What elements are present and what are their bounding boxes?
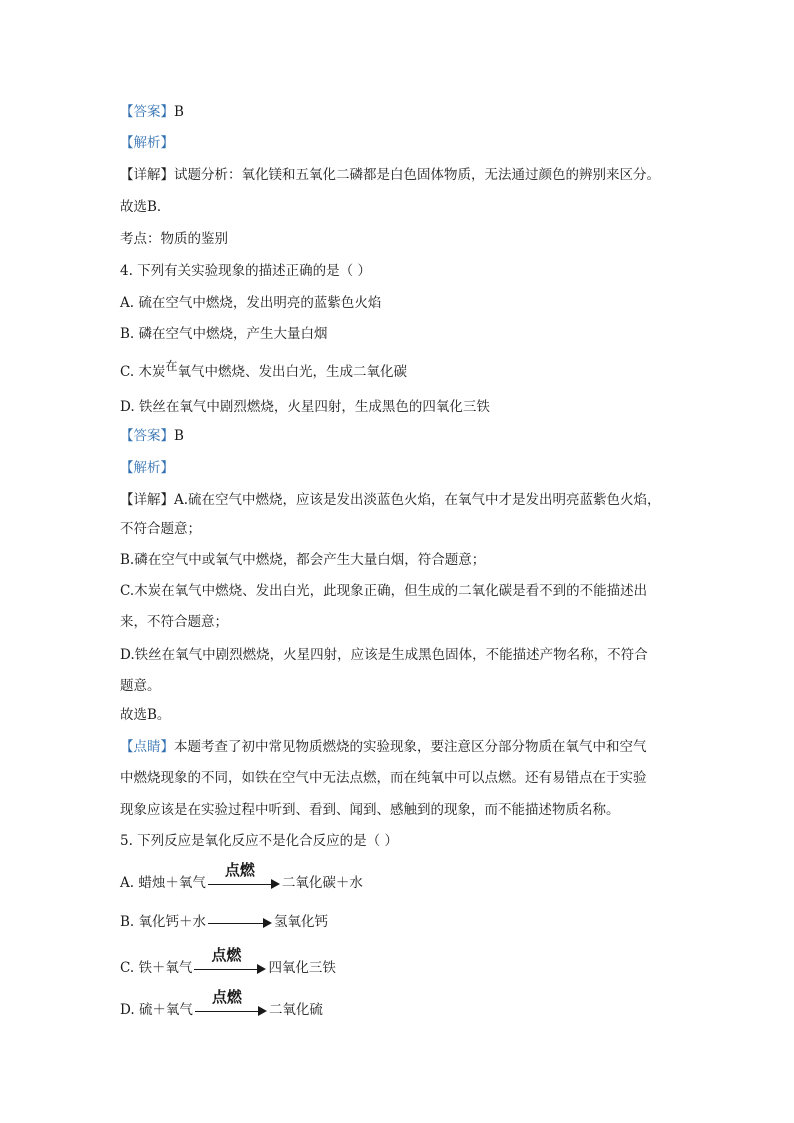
q5-option-c (120, 945, 680, 979)
detail-tag: 【详解】 (120, 492, 174, 508)
q5-option-b (120, 912, 680, 933)
q4-comment-3: 现象应该是在实验过程中听到、看到、闻到、感触到的现象，而不能描述物质名称。 (120, 802, 620, 818)
q4-analysis-heading (120, 458, 680, 478)
arrow-shaft (208, 884, 272, 886)
option-c-pre: C. 木炭 (120, 364, 166, 380)
option-label: A. (120, 875, 135, 891)
q4-option-c (120, 359, 680, 382)
option-label: B. (120, 914, 135, 930)
option-c-post: 氧气中燃烧、发出白光，生成二氧化碳 (177, 364, 407, 380)
reaction-condition: 点燃 (224, 860, 255, 879)
q4-option-b: B. 磷在空气中燃烧，产生大量白烟 (120, 326, 328, 342)
q4-detail-a-1 (120, 490, 680, 510)
reactants: 氧化钙＋水 (138, 914, 207, 930)
q3-analysis-heading (120, 133, 680, 153)
reactants: 蜡烛＋氧气 (138, 875, 206, 891)
products: 二氧化碳＋水 (281, 875, 363, 891)
analysis-tag: 【解析】 (120, 135, 174, 151)
products: 氢氧化钙 (274, 914, 329, 930)
q4-comment-2: 中燃烧现象的不同，如铁在空气中无法点燃，而在纯氧中可以点燃。还有易错点在于实验 (120, 770, 647, 786)
reaction-arrow (208, 860, 280, 894)
arrow-head (263, 918, 272, 928)
q4-option-d: D. 铁丝在氧气中剧烈燃烧，火星四射，生成黑色的四氧化三铁 (120, 399, 490, 415)
q3-detail (120, 165, 680, 185)
option-label: D. (120, 1002, 135, 1018)
arrow-head (258, 1006, 267, 1016)
q4-detail-c-1: C.木炭在氧气中燃烧、发出白光，此现象正确，但生成的二氧化碳是看不到的不能描述出 (120, 583, 648, 599)
q4-answer (120, 426, 680, 446)
reaction-arrow (195, 987, 267, 1021)
q5-option-a (120, 860, 680, 894)
detail-text: 试题分析：氧化镁和五氧化二磷都是白色固体物质，无法通过颜色的辨别来区分。 (174, 167, 660, 183)
reactants: 硫＋氧气 (138, 1002, 193, 1018)
comment-tag: 【点睛】 (120, 739, 174, 755)
arrow-shaft (195, 1011, 259, 1013)
products: 四氧化三铁 (268, 960, 336, 976)
q4-option-a: A. 硫在空气中燃烧，发出明亮的蓝紫色火焰 (120, 295, 382, 311)
comment-text: 本题考查了初中常见物质燃烧的实验现象，要注意区分部分物质在氧气中和空气 (174, 739, 647, 755)
q4-detail-d-2: 题意。 (120, 678, 161, 694)
products: 二氧化硫 (268, 1002, 323, 1018)
reaction-condition: 点燃 (211, 945, 242, 964)
arrow-head (257, 964, 266, 974)
answer-value: B (174, 104, 184, 120)
reaction-arrow (208, 913, 272, 933)
detail-tag: 【详解】 (120, 167, 174, 183)
analysis-tag: 【解析】 (120, 460, 174, 476)
reactants: 铁＋氧气 (138, 960, 193, 976)
q4-detail-c-2: 来，不符合题意； (120, 614, 228, 630)
option-label: C. (120, 960, 135, 976)
q5-option-d (120, 987, 680, 1021)
answer-tag: 【答案】 (120, 104, 174, 120)
q3-conclusion: 故选B． (120, 199, 171, 215)
q3-answer (120, 102, 680, 122)
reaction-arrow (194, 945, 266, 979)
arrow-shaft (208, 923, 264, 925)
q5-stem: 5. 下列反应是氧化反应不是化合反应的是（ ） (120, 833, 398, 849)
answer-tag: 【答案】 (120, 428, 174, 444)
q4-detail-a-2: 不符合题意； (120, 521, 201, 537)
q4-detail-d-1: D.铁丝在氧气中剧烈燃烧，火星四射，应该是生成黑色固体，不能描述产物名称，不符合 (120, 647, 648, 663)
q4-stem: 4. 下列有关实验现象的描述正确的是（ ） (120, 263, 371, 279)
q3-keypoint: 考点：物质的鉴别 (120, 231, 228, 247)
option-c-raised: 在 (165, 359, 178, 373)
q4-detail-b: B.磷在空气中或氧气中燃烧，都会产生大量白烟，符合题意； (120, 552, 486, 568)
answer-value: B (174, 428, 184, 444)
arrow-head (271, 879, 280, 889)
detail-a-text: A.硫在空气中燃烧，应该是发出淡蓝色火焰，在氧气中才是发出明亮蓝紫色火焰， (174, 492, 661, 508)
reaction-condition: 点燃 (211, 987, 242, 1006)
q4-conclusion: 故选B。 (120, 707, 171, 723)
q4-comment-1 (120, 737, 680, 757)
arrow-shaft (194, 969, 258, 971)
